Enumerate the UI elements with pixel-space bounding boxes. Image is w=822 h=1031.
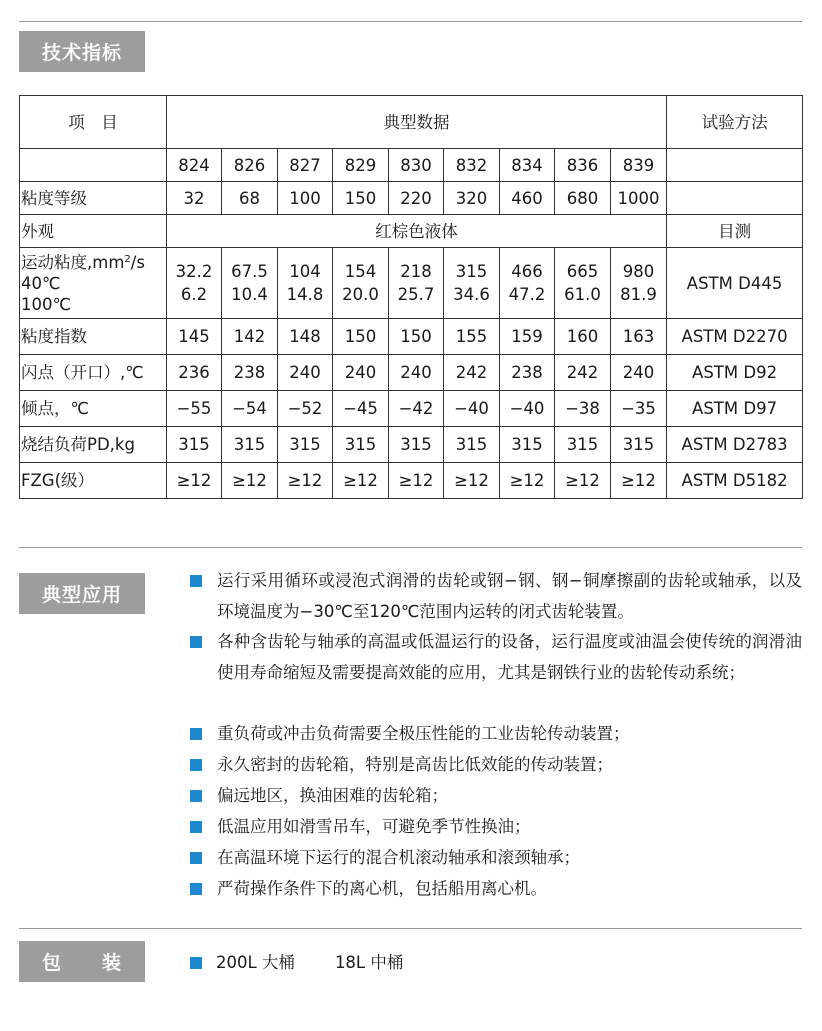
- kin-visc-label-100: 100℃: [21, 294, 72, 314]
- table-cell: 240: [389, 355, 444, 391]
- table-cell: −35: [611, 391, 667, 427]
- appearance-row: [20, 215, 803, 248]
- table-cell: −40: [500, 391, 555, 427]
- table-cell: 159: [500, 319, 555, 355]
- grade-cell: 829: [333, 149, 389, 182]
- kv40-value: 67.5: [231, 262, 268, 281]
- visc-grade-row: [20, 182, 803, 215]
- kv100-value: 6.2: [180, 285, 208, 304]
- grade-cell: 832: [444, 149, 500, 182]
- row-label: 粘度指数: [20, 319, 167, 355]
- table-cell: −45: [333, 391, 389, 427]
- kin-visc-cell: [555, 248, 611, 319]
- kin-visc-cell: [278, 248, 333, 319]
- table-cell: 238: [222, 355, 278, 391]
- grade-method: [667, 149, 803, 182]
- kin-visc-cell: [389, 248, 444, 319]
- bullet-square-icon: [190, 728, 202, 740]
- kv40-value: 980: [622, 262, 655, 281]
- pack-item-drum: 200L 大桶: [216, 953, 295, 972]
- header-row: [20, 96, 803, 149]
- bullet-square-icon: [190, 852, 202, 864]
- table-cell: 315: [278, 427, 333, 463]
- top-rule: [19, 21, 802, 22]
- table-cell: −38: [555, 391, 611, 427]
- table-cell: 315: [500, 427, 555, 463]
- kin-visc-cell: [222, 248, 278, 319]
- method-cell: ASTM D2270: [667, 319, 803, 355]
- kin-visc-label-sup: 2: [124, 253, 131, 265]
- header-method: 试验方法: [667, 96, 803, 149]
- kin-visc-label-main: 运动粘度,mm: [21, 252, 125, 272]
- table-cell: 460: [500, 182, 555, 215]
- spec-section-label: 技术指标: [19, 31, 145, 72]
- pour-row: [20, 391, 803, 427]
- table-cell: 155: [444, 319, 500, 355]
- table-cell: 240: [333, 355, 389, 391]
- app-item-text: 低温应用如滑雪吊车，可避免季节性换油；: [217, 817, 531, 836]
- bullet-square-icon: [190, 790, 202, 802]
- grade-cell: 826: [222, 149, 278, 182]
- grade-cell: 824: [167, 149, 222, 182]
- table-cell: 1000: [611, 182, 667, 215]
- flash-row: [20, 355, 803, 391]
- fzg-row: [20, 463, 803, 499]
- table-cell: 150: [389, 319, 444, 355]
- kv40-value: 466: [511, 262, 543, 281]
- table-cell: 315: [333, 427, 389, 463]
- kv100-value: 25.7: [397, 285, 435, 304]
- weld-row: [20, 427, 803, 463]
- list-item: [190, 627, 802, 688]
- vi-row: [20, 319, 803, 355]
- grade-cell: 836: [555, 149, 611, 182]
- list-item: [190, 781, 802, 812]
- table-cell: −40: [444, 391, 500, 427]
- table-cell: 150: [333, 182, 389, 215]
- appearance-value: 红棕色液体: [167, 215, 667, 248]
- kv40-value: 315: [455, 262, 488, 281]
- table-cell: ≥12: [611, 463, 667, 499]
- kin-visc-cell: [444, 248, 500, 319]
- grade-cell: 834: [500, 149, 555, 182]
- table-cell: ≥12: [389, 463, 444, 499]
- table-cell: ≥12: [278, 463, 333, 499]
- table-cell: 320: [444, 182, 500, 215]
- table-cell: −52: [278, 391, 333, 427]
- kv100-value: 61.0: [564, 285, 601, 304]
- table-cell: ≥12: [222, 463, 278, 499]
- table-cell: 242: [444, 355, 500, 391]
- kv100-value: 10.4: [231, 285, 268, 304]
- table-cell: ≥12: [333, 463, 389, 499]
- kin-visc-cell: [167, 248, 222, 319]
- list-item: [190, 812, 802, 843]
- kin-visc-label-tail: /s: [130, 252, 145, 272]
- grade-cell: 839: [611, 149, 667, 182]
- kin-visc-label: [20, 248, 167, 319]
- method-cell: ASTM D5182: [667, 463, 803, 499]
- table-cell: 220: [389, 182, 444, 215]
- bullet-square-icon: [190, 957, 202, 969]
- kin-visc-label-40: 40℃: [21, 273, 61, 293]
- kv40-value: 32.2: [175, 262, 213, 281]
- kin-visc-row: [20, 248, 803, 319]
- table-cell: 32: [167, 182, 222, 215]
- app-item-text: 永久密封的齿轮箱，特别是高齿比低效能的传动装置；: [217, 755, 613, 774]
- app-item-text: 在高温环境下运行的混合机滚动轴承和滚颈轴承；: [217, 848, 580, 867]
- app-item-text: 运行采用循环或浸泡式润滑的齿轮或钢−钢、钢−铜摩擦副的齿轮或轴承，以及环境温度为−30℃至120℃范围内运转的闭式齿轮装置。: [217, 571, 802, 621]
- app-item-text: 重负荷或冲击负荷需要全极压性能的工业齿轮传动装置；: [217, 724, 630, 743]
- table-cell: ≥12: [167, 463, 222, 499]
- table-cell: 236: [167, 355, 222, 391]
- table-cell: 315: [444, 427, 500, 463]
- header-item: 项 目: [20, 96, 167, 149]
- kin-visc-cell: [500, 248, 555, 319]
- list-item: [190, 750, 802, 781]
- table-cell: 148: [278, 319, 333, 355]
- pack-rule: [19, 928, 802, 929]
- table-cell: 100: [278, 182, 333, 215]
- table-cell: 315: [389, 427, 444, 463]
- table-cell: 142: [222, 319, 278, 355]
- method-cell: ASTM D92: [667, 355, 803, 391]
- kv100-value: 81.9: [620, 285, 657, 304]
- method-cell: ASTM D97: [667, 391, 803, 427]
- bullet-square-icon: [190, 759, 202, 771]
- grade-cell: 827: [278, 149, 333, 182]
- packaging-line: [190, 950, 403, 976]
- table-cell: 315: [167, 427, 222, 463]
- pack-section-label: 包 装: [19, 941, 145, 982]
- table-cell: ≥12: [444, 463, 500, 499]
- kv40-value: 154: [344, 262, 377, 281]
- method-cell: [667, 182, 803, 215]
- method-cell: ASTM D445: [667, 248, 803, 319]
- apps-rule: [19, 547, 802, 548]
- table-cell: 240: [611, 355, 667, 391]
- kv40-value: 218: [400, 262, 432, 281]
- table-cell: −55: [167, 391, 222, 427]
- list-item: [190, 719, 802, 750]
- method-cell: ASTM D2783: [667, 427, 803, 463]
- table-cell: 315: [222, 427, 278, 463]
- table-cell: −42: [389, 391, 444, 427]
- kin-visc-cell: [333, 248, 389, 319]
- app-item-text: 偏远地区，换油困难的齿轮箱；: [217, 786, 448, 805]
- bullet-square-icon: [190, 575, 202, 587]
- apps-section-label: 典型应用: [19, 573, 145, 614]
- kin-visc-cell: [611, 248, 667, 319]
- table-cell: 315: [611, 427, 667, 463]
- app-item-text: 各种含齿轮与轴承的高温或低温运行的设备，运行温度或油温会使传统的润滑油使用寿命缩短及需要提高效能的应用，尤其是钢铁行业的齿轮传动系统；: [217, 632, 802, 682]
- table-cell: 163: [611, 319, 667, 355]
- grade-label: [20, 149, 167, 182]
- table-cell: ≥12: [500, 463, 555, 499]
- bullet-square-icon: [190, 883, 202, 895]
- bullet-square-icon: [190, 821, 202, 833]
- row-label: 粘度等级: [20, 182, 167, 215]
- table-cell: 240: [278, 355, 333, 391]
- list-item: [190, 874, 802, 905]
- table-cell: 160: [555, 319, 611, 355]
- table-cell: 68: [222, 182, 278, 215]
- kv40-value: 104: [289, 262, 321, 281]
- kv40-value: 665: [566, 262, 599, 281]
- table-cell: 150: [333, 319, 389, 355]
- method-cell: 目测: [667, 215, 803, 248]
- list-item: [190, 566, 802, 627]
- kv100-value: 34.6: [453, 285, 490, 304]
- app-item-text: 严荷操作条件下的离心机，包括船用离心机。: [217, 879, 547, 898]
- row-label: 烧结负荷PD,kg: [20, 427, 167, 463]
- row-label: FZG(级）: [20, 463, 167, 499]
- table-cell: 680: [555, 182, 611, 215]
- kv100-value: 20.0: [342, 285, 379, 304]
- kv100-value: 14.8: [286, 285, 324, 304]
- row-label: 倾点，℃: [20, 391, 167, 427]
- list-item: [190, 843, 802, 874]
- table-cell: 238: [500, 355, 555, 391]
- pack-item-pail: 18L 中桶: [334, 953, 404, 972]
- bullet-square-icon: [190, 636, 202, 648]
- spec-table: [19, 95, 803, 499]
- grade-cell: 830: [389, 149, 444, 182]
- header-typical: 典型数据: [167, 96, 667, 149]
- table-cell: 242: [555, 355, 611, 391]
- row-label: 闪点（开口）,℃: [20, 355, 167, 391]
- row-label: 外观: [20, 215, 167, 248]
- grade-row: [20, 149, 803, 182]
- table-cell: 315: [555, 427, 611, 463]
- table-cell: ≥12: [555, 463, 611, 499]
- table-cell: −54: [222, 391, 278, 427]
- table-cell: 145: [167, 319, 222, 355]
- kv100-value: 47.2: [508, 285, 546, 304]
